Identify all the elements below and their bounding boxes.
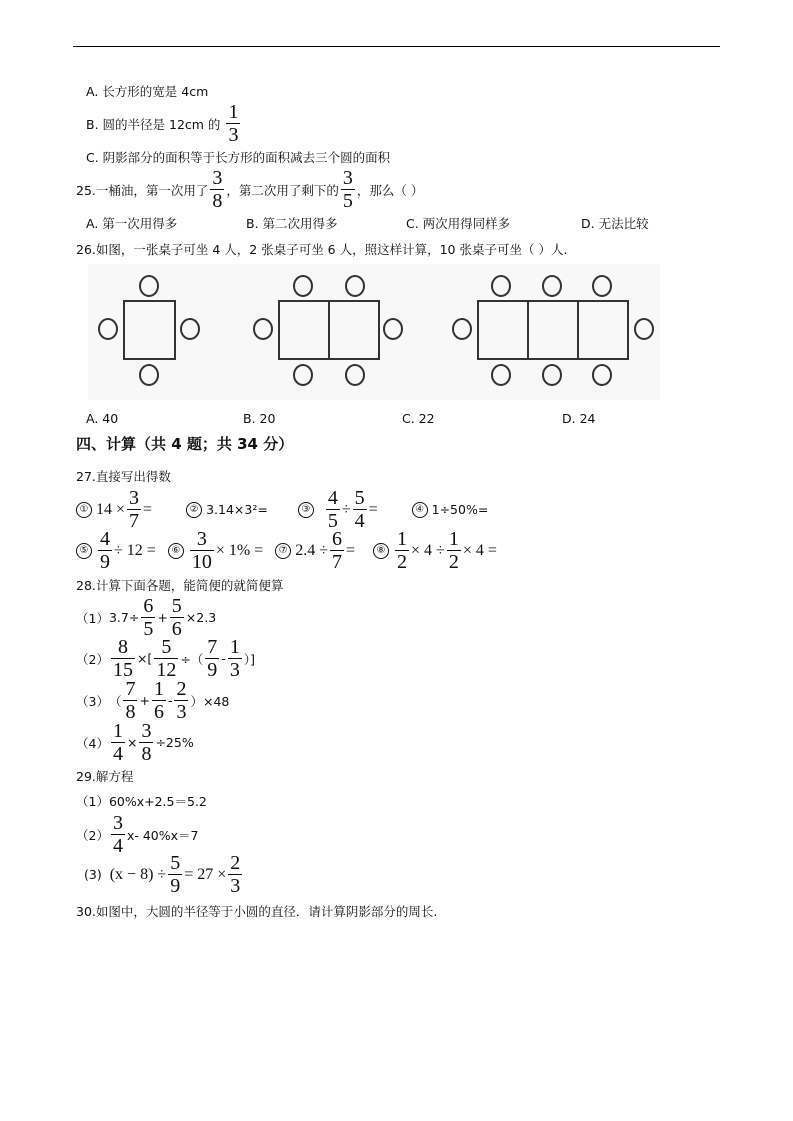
q26-question: 26.如图，一张桌子可坐 4 人，2 张桌子可坐 6 人，照这样计算，10 张桌子可坐（ ）人. bbox=[76, 242, 568, 257]
tables-figure bbox=[88, 264, 660, 400]
item-number: ④ bbox=[412, 502, 428, 518]
figure-background bbox=[88, 264, 660, 400]
fraction: $\frac{3}{8}$ bbox=[212, 167, 223, 212]
q25-option-d: D. 无法比较 bbox=[581, 216, 649, 231]
q28-title: 28.计算下面各题，能简便的就简便算 bbox=[76, 578, 284, 593]
fraction: $\frac{4}{5}$ bbox=[327, 487, 338, 532]
fraction: $\frac{3}{10}$ bbox=[191, 528, 212, 573]
item-number: ⑥ bbox=[168, 543, 184, 559]
fraction: $\frac{5}{4}$ bbox=[354, 487, 365, 532]
q24-option-b: B. 圆的半径是 12cm 的 $\frac{1}{3}$ bbox=[86, 101, 239, 146]
item-number: ⑧ bbox=[373, 543, 389, 559]
q29-item-3: (3) (x − 8) ÷ $\frac{5}{9}$ = 27 × $\frac{2}{3}$ bbox=[84, 852, 241, 897]
q29-item-1: （1） 60%x+2.5＝5.2 bbox=[76, 794, 207, 809]
q27-row-2: ⑤ $\frac{4}{9}$ ÷ 12 = ⑥ $\frac{3}{10}$ × 1% = ⑦ 2.4 ÷ $\frac{6}{7}$ = ⑧ $\frac{1}{2}$ × 4 ÷ $\frac{1}{2}$ × 4 = bbox=[76, 529, 497, 572]
q24-option-c: C. 阴影部分的面积等于长方形的面积减去三个圆的面积 bbox=[86, 150, 391, 165]
q28-item-1: （1） 3.7÷ $\frac{6}{5}$ + $\frac{5}{6}$ ×2.3 bbox=[76, 595, 217, 640]
fraction: $\frac{3}{4}$ bbox=[112, 812, 123, 857]
fraction: $\frac{3}{8}$ bbox=[141, 720, 152, 765]
section-title: 四、计算（共 4 题；共 34 分） bbox=[76, 435, 294, 453]
fraction: $\frac{5}{6}$ bbox=[171, 595, 182, 640]
fraction: $\frac{1}{3}$ bbox=[229, 636, 240, 681]
fraction: $\frac{8}{15}$ bbox=[112, 636, 133, 681]
q26-option-b: B. 20 bbox=[243, 411, 276, 426]
q28-item-3: （3） （ $\frac{7}{8}$ + $\frac{1}{6}$ - $\frac{2}{3}$ ）×48 bbox=[76, 678, 230, 723]
fraction: $\frac{6}{7}$ bbox=[331, 528, 342, 573]
fraction: $\frac{7}{9}$ bbox=[207, 636, 218, 681]
fraction: $\frac{1}{3}$ bbox=[228, 101, 239, 146]
fraction: $\frac{1}{2}$ bbox=[448, 528, 459, 573]
item-number: ② bbox=[186, 502, 202, 518]
item-number: ① bbox=[76, 502, 92, 518]
q26-option-c: C. 22 bbox=[402, 411, 435, 426]
q25-option-c: C. 两次用得同样多 bbox=[406, 216, 511, 231]
q26-option-a: A. 40 bbox=[86, 411, 119, 426]
q27-title: 27.直接写出得数 bbox=[76, 469, 171, 484]
q30-question: 30.如图中，大圆的半径等于小圆的直径．请计算阴影部分的周长. bbox=[76, 904, 438, 919]
q24-option-a: A. 长方形的宽是 4cm bbox=[86, 84, 209, 99]
q27-row-1: ① 14 × $\frac{3}{7}$ = ② 3.14×3²= ③ $\frac{4}{5}$ ÷ $\frac{5}{4}$ = ④ 1÷50%= bbox=[76, 488, 488, 531]
item-number: ⑤ bbox=[76, 543, 92, 559]
fraction: $\frac{1}{4}$ bbox=[112, 720, 123, 765]
fraction: $\frac{7}{8}$ bbox=[125, 678, 136, 723]
fraction: $\frac{1}{6}$ bbox=[153, 678, 164, 723]
q26-option-d: D. 24 bbox=[562, 411, 596, 426]
fraction: $\frac{1}{2}$ bbox=[397, 528, 407, 573]
item-number: ⑦ bbox=[275, 543, 291, 559]
item-number: ③ bbox=[298, 502, 314, 518]
fraction: $\frac{2}{3}$ bbox=[230, 852, 241, 897]
fraction: $\frac{6}{5}$ bbox=[143, 595, 154, 640]
fraction: $\frac{4}{9}$ bbox=[100, 528, 110, 573]
fraction: $\frac{5}{12}$ bbox=[156, 636, 177, 681]
fraction: $\frac{2}{3}$ bbox=[176, 678, 187, 723]
fraction: $\frac{3}{5}$ bbox=[342, 167, 353, 212]
q25-option-b: B. 第二次用得多 bbox=[246, 216, 338, 231]
q29-item-2: （2） $\frac{3}{4}$ x- 40%x＝7 bbox=[76, 812, 199, 857]
q29-title: 29.解方程 bbox=[76, 769, 134, 784]
q28-item-2: （2） $\frac{8}{15}$ ×[ $\frac{5}{12}$ ÷（ $\frac{7}{9}$ - $\frac{1}{3}$ ）] bbox=[76, 636, 255, 681]
q28-item-4: （4） $\frac{1}{4}$ × $\frac{3}{8}$ ÷25% bbox=[76, 720, 194, 765]
fraction: $\frac{5}{9}$ bbox=[170, 852, 181, 897]
header-rule bbox=[73, 46, 720, 47]
q25-question: 25.一桶油，第一次用了 $\frac{3}{8}$ ，第二次用了剩下的 $\frac{3}{5}$ ，那么（ ） bbox=[76, 167, 424, 212]
fraction: $\frac{3}{7}$ bbox=[129, 487, 140, 532]
q25-option-a: A. 第一次用得多 bbox=[86, 216, 178, 231]
